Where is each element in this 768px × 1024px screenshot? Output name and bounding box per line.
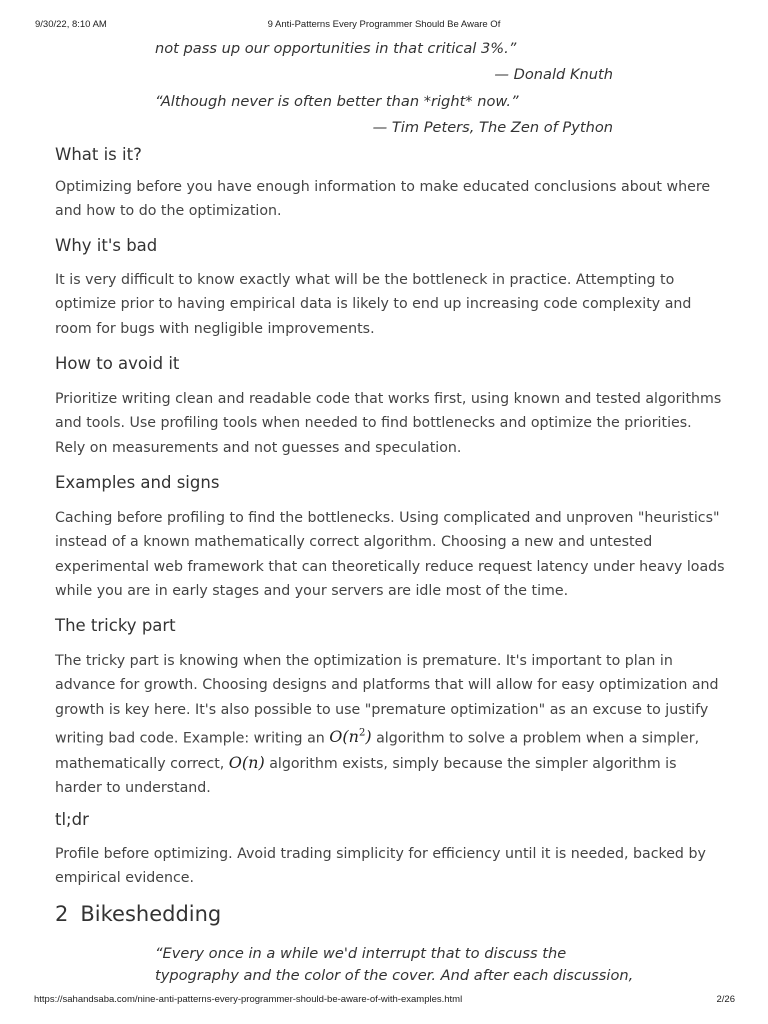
paragraph-examples-and-signs: [55, 506, 725, 603]
knuth-quote-tail: not pass up our opportunities in that critical 3%.”: [155, 40, 517, 57]
math-big-o-n-squared: [329, 727, 371, 746]
text-line: advance for growth. Choosing designs and platforms that will allow for easy optimization and: [55, 677, 719, 694]
text-line-with-math: [55, 722, 725, 751]
heading-how-to-avoid-it: How to avoid it: [55, 354, 180, 373]
text-line: growth is key here. It's also possible to use "premature optimization" as an excuse to justify: [55, 701, 709, 718]
math-close: ): [365, 727, 372, 747]
text-line: harder to understand.: [55, 779, 211, 796]
paragraph-tldr: [55, 842, 725, 891]
math-base: O(n: [329, 727, 359, 747]
peters-attribution: — Tim Peters, The Zen of Python: [372, 119, 613, 136]
text-line-with-math: [55, 751, 725, 776]
text-line: room for bugs with negligible improvements.: [55, 320, 375, 337]
page-number: 2/26: [716, 994, 735, 1005]
heading-what-is-it: What is it?: [55, 145, 142, 164]
print-date: 9/30/22, 8:10 AM: [35, 19, 107, 30]
peters-quote: “Although never is often better than *right* now.”: [155, 93, 519, 110]
bikeshedding-quote-line: typography and the color of the cover. And after each discussion,: [155, 967, 634, 984]
text-line: optimize prior to having empirical data is likely to end up increasing code complexity and: [55, 296, 692, 313]
print-url: https://sahandsaba.com/nine-anti-patterns-every-programmer-should-be-aware-of-with-examples.html: [34, 994, 463, 1005]
paragraph-how-to-avoid-it: [55, 387, 725, 460]
paragraph-the-tricky-part: [55, 649, 725, 800]
text-line: while you are in early stages and your servers are idle most of the time.: [55, 582, 569, 599]
text-line: Profile before optimizing. Avoid trading simplicity for efficiency until it is needed, backed by: [55, 846, 706, 862]
heading-tldr: tl;dr: [55, 810, 89, 829]
print-footer: [0, 994, 768, 1008]
text-line: Caching before profiling to find the bottlenecks. Using complicated and unproven "heuristics": [55, 510, 720, 526]
math-exponent: 2: [358, 727, 366, 739]
section-number: 2: [55, 902, 69, 926]
text-segment: algorithm exists, simply because the simpler algorithm is: [264, 755, 677, 772]
text-line: instead of a known mathematically correct algorithm. Choosing a new and untested: [55, 534, 653, 551]
text-line: and how to do the optimization.: [55, 203, 282, 220]
text-line: The tricky part is knowing when the optimization is premature. It's important to plan in: [55, 653, 673, 669]
paragraph-why-its-bad: [55, 268, 725, 341]
text-segment: writing bad code. Example: writing an: [55, 730, 330, 747]
text-line: Prioritize writing clean and readable code that works first, using known and tested algorithms: [55, 391, 722, 407]
knuth-attribution: — Donald Knuth: [494, 66, 613, 83]
text-line: experimental web framework that can theoretically reduce request latency under heavy loads: [55, 558, 725, 575]
paragraph-what-is-it: [55, 175, 725, 224]
text-line: and tools. Use profiling tools when needed to find bottlenecks and optimize the priorities.: [55, 415, 692, 432]
print-header: [0, 19, 768, 33]
math-big-o-n: O(n): [228, 752, 265, 772]
section-heading-bikeshedding: [55, 902, 221, 926]
text-line: Rely on measurements and not guesses and speculation.: [55, 439, 462, 456]
text-line: empirical evidence.: [55, 870, 195, 887]
heading-why-its-bad: Why it's bad: [55, 236, 158, 255]
bikeshedding-quote-line: “Every once in a while we'd interrupt that to discuss the: [155, 945, 567, 962]
heading-the-tricky-part: The tricky part: [55, 616, 176, 635]
text-segment: mathematically correct,: [55, 755, 229, 772]
text-segment: algorithm to solve a problem when a simpler,: [371, 730, 700, 747]
text-line: It is very difficult to know exactly what will be the bottleneck in practice. Attempting to: [55, 272, 675, 288]
text-line: Optimizing before you have enough information to make educated conclusions about where: [55, 179, 711, 195]
print-title: 9 Anti-Patterns Every Programmer Should Be Aware Of: [267, 19, 501, 30]
heading-examples-and-signs: Examples and signs: [55, 473, 220, 492]
section-title: Bikeshedding: [80, 902, 222, 926]
